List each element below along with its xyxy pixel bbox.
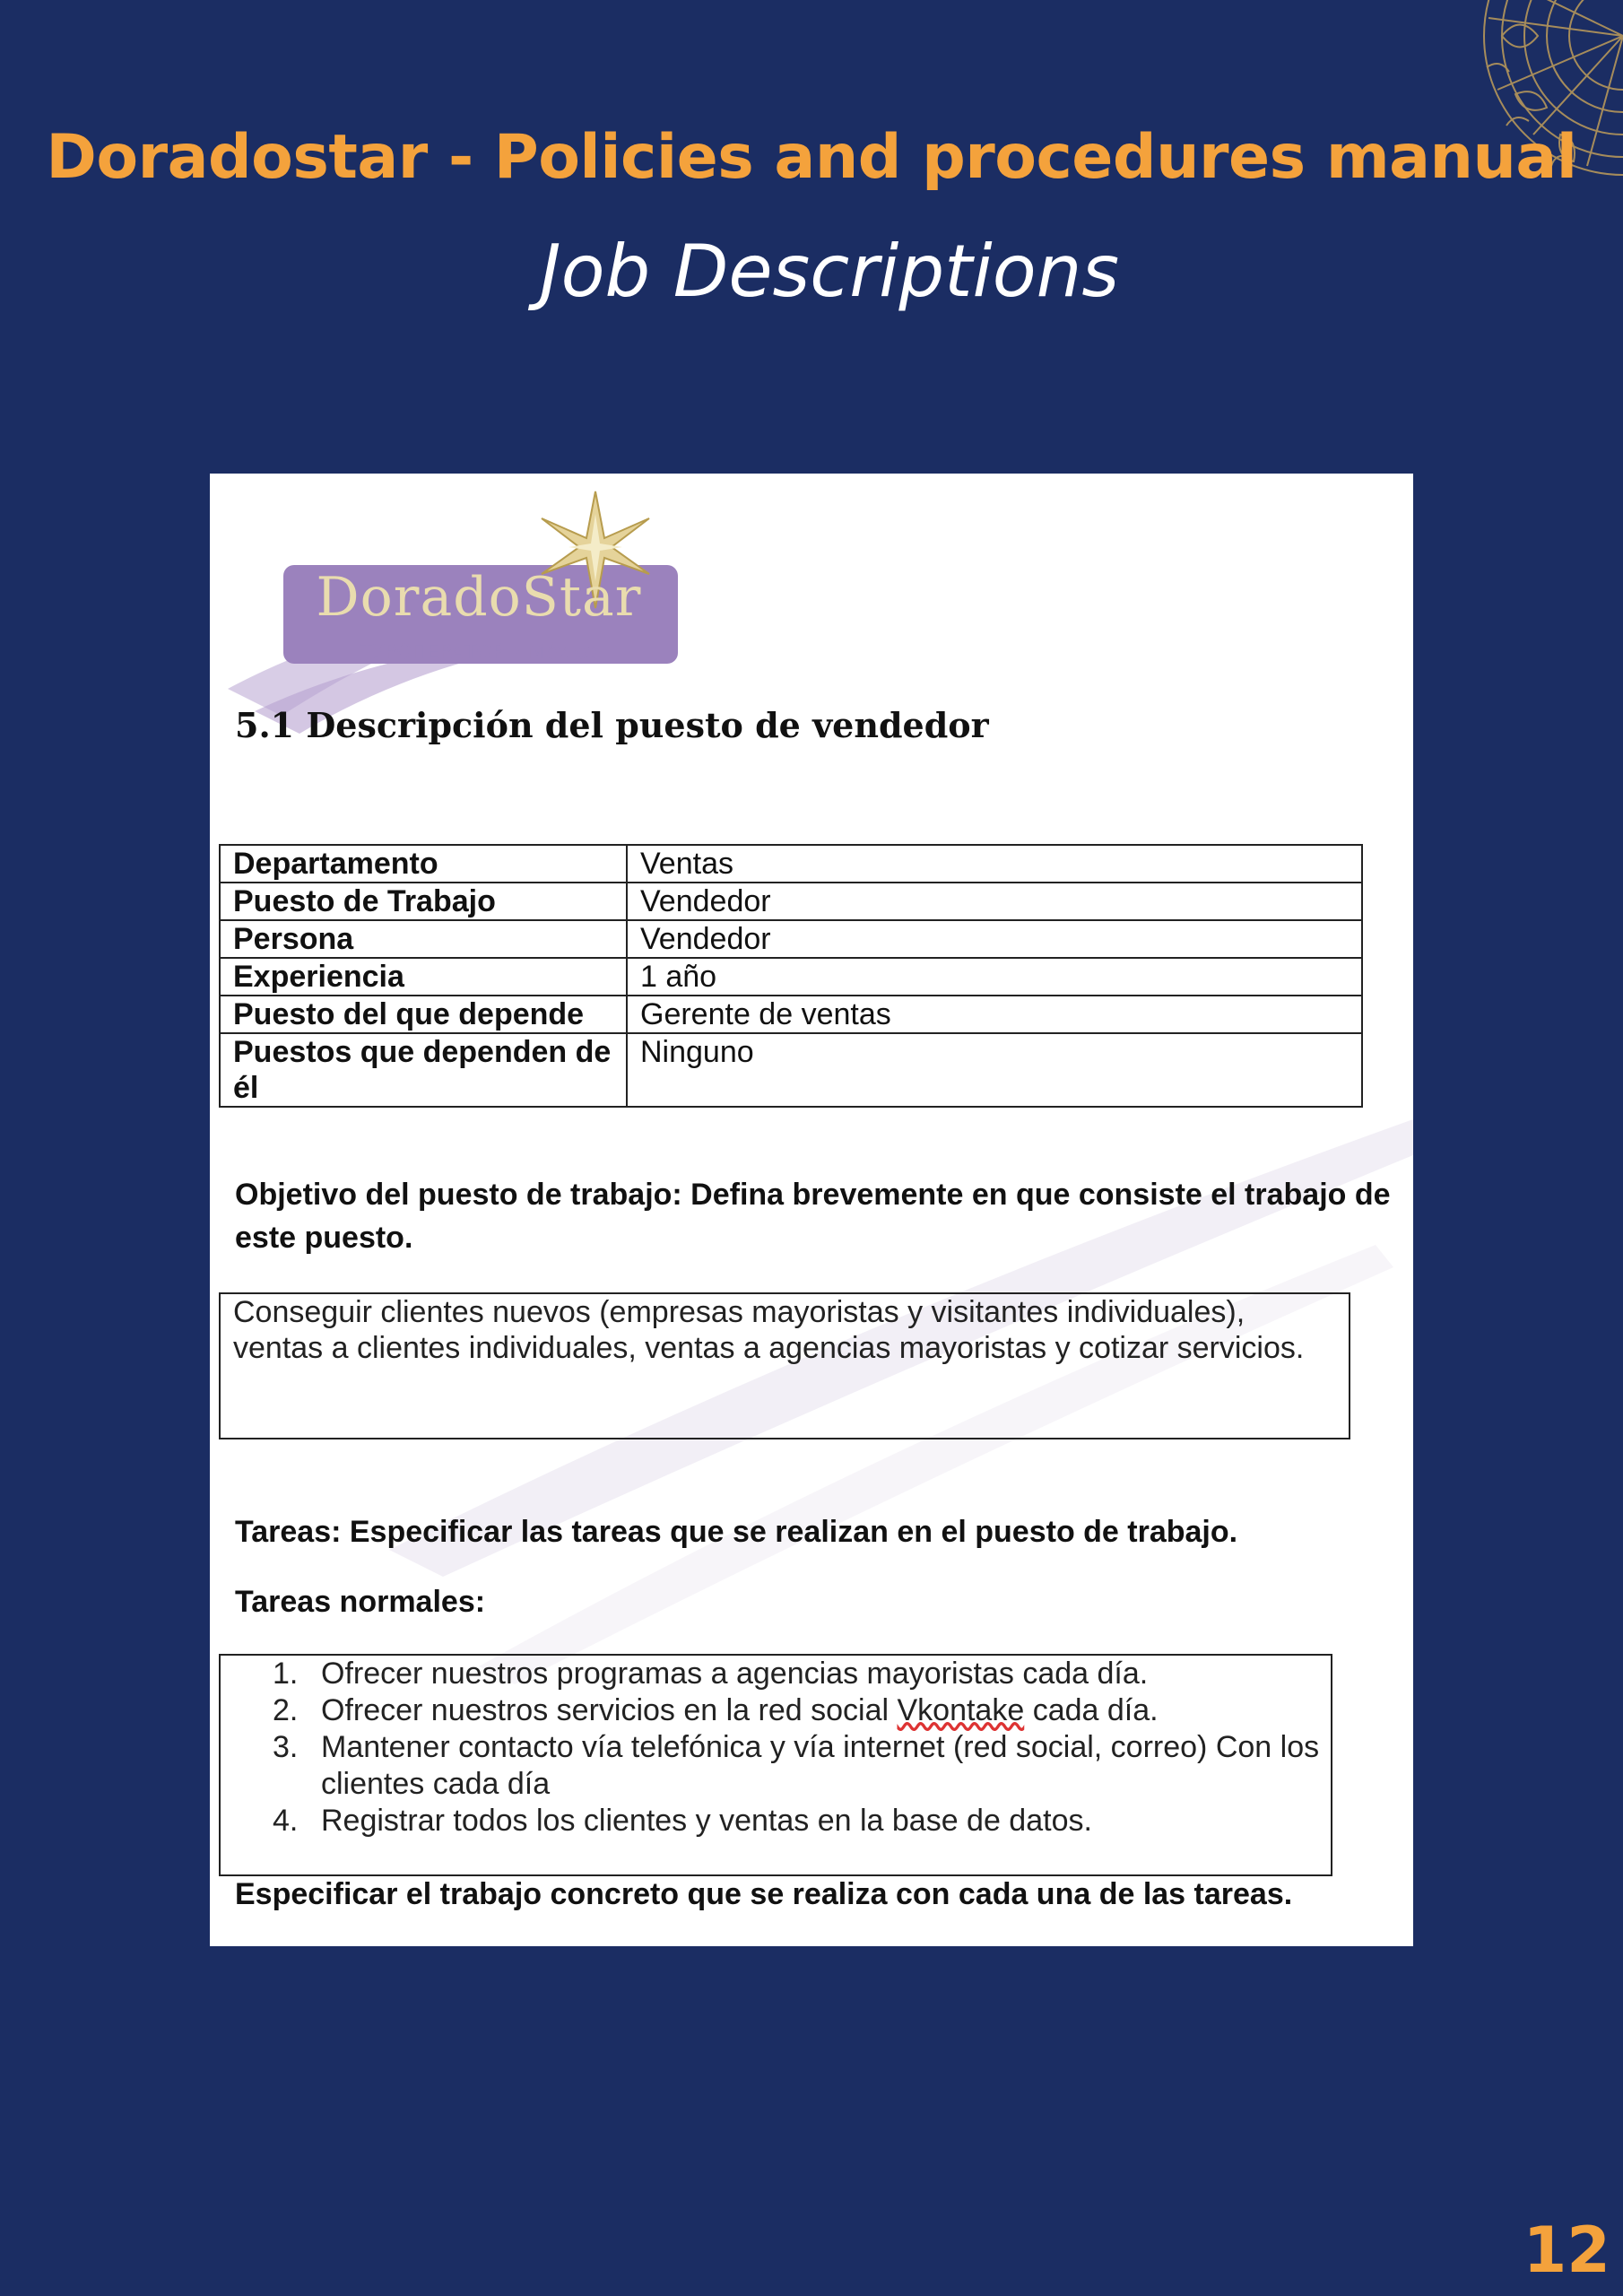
task-text: Ofrecer nuestros programas a agencias mayoristas cada día. bbox=[321, 1657, 1149, 1691]
table-value: Vendedor bbox=[627, 883, 1362, 920]
page-number: 12 bbox=[1523, 2213, 1610, 2287]
objective-box bbox=[219, 1292, 1350, 1439]
table-key: Persona bbox=[220, 920, 627, 958]
section-heading: 5.1 Descripción del puesto de vendedor bbox=[235, 705, 989, 745]
task-number: 1. bbox=[273, 1657, 299, 1691]
table-value: 1 año bbox=[627, 958, 1362, 996]
table-value: Ventas bbox=[627, 845, 1362, 883]
document-scan bbox=[210, 474, 1413, 1946]
table-row bbox=[220, 920, 1362, 958]
page-subtitle: Job Descriptions bbox=[539, 230, 1120, 313]
table-key: Departamento bbox=[220, 845, 627, 883]
task-text-before: Ofrecer nuestros servicios en la red social bbox=[321, 1693, 898, 1727]
objective-text: Conseguir clientes nuevos (empresas mayoristas y visitantes individuales), ventas a clientes individuales, ventas a agencias mayoristas y cotizar servicios. bbox=[233, 1295, 1305, 1365]
task-number: 2. bbox=[273, 1693, 299, 1727]
job-info-table bbox=[219, 844, 1363, 1108]
list-item bbox=[221, 1803, 1331, 1839]
table-key: Puestos que dependen de él bbox=[220, 1033, 627, 1107]
task-list bbox=[221, 1656, 1331, 1839]
task-number: 3. bbox=[273, 1730, 299, 1764]
objective-label: Objetivo del puesto de trabajo: Defina brevemente en que consiste el trabajo de este puesto. bbox=[235, 1178, 1391, 1255]
table-key: Experiencia bbox=[220, 958, 627, 996]
task-text-after: cada día. bbox=[1024, 1693, 1159, 1727]
table-row bbox=[220, 958, 1362, 996]
tasks-label: Tareas: Especificar las tareas que se realizan en el puesto de trabajo. bbox=[235, 1515, 1238, 1549]
table-row bbox=[220, 996, 1362, 1033]
table-key: Puesto de Trabajo bbox=[220, 883, 627, 920]
logo-tagline-text: ТУРОПЕРАТОР • México bbox=[360, 641, 597, 664]
table-row bbox=[220, 1033, 1362, 1107]
footer-instruction: Especificar el trabajo concreto que se realiza con cada una de las tareas. bbox=[235, 1877, 1293, 1911]
table-key: Puesto del que depende bbox=[220, 996, 627, 1033]
list-item bbox=[221, 1656, 1331, 1692]
task-number: 4. bbox=[273, 1804, 299, 1838]
task-text-highlight: Vkontake bbox=[897, 1693, 1025, 1727]
normal-tasks-label: Tareas normales: bbox=[235, 1585, 486, 1619]
table-row bbox=[220, 883, 1362, 920]
table-value: Gerente de ventas bbox=[627, 996, 1362, 1033]
table-value: Vendedor bbox=[627, 920, 1362, 958]
list-item bbox=[221, 1729, 1331, 1803]
list-item bbox=[221, 1692, 1331, 1729]
tasks-box bbox=[219, 1654, 1332, 1876]
table-row bbox=[220, 845, 1362, 883]
task-text: Registrar todos los clientes y ventas en la base de datos. bbox=[321, 1804, 1092, 1838]
logo-brand-text: DoradoStar bbox=[316, 566, 642, 629]
task-text: Mantener contacto vía telefónica y vía internet (red social, correo) Con los clientes cada día bbox=[321, 1730, 1320, 1801]
page-title: Doradostar - Policies and procedures manual bbox=[46, 122, 1577, 193]
table-value: Ninguno bbox=[627, 1033, 1362, 1107]
